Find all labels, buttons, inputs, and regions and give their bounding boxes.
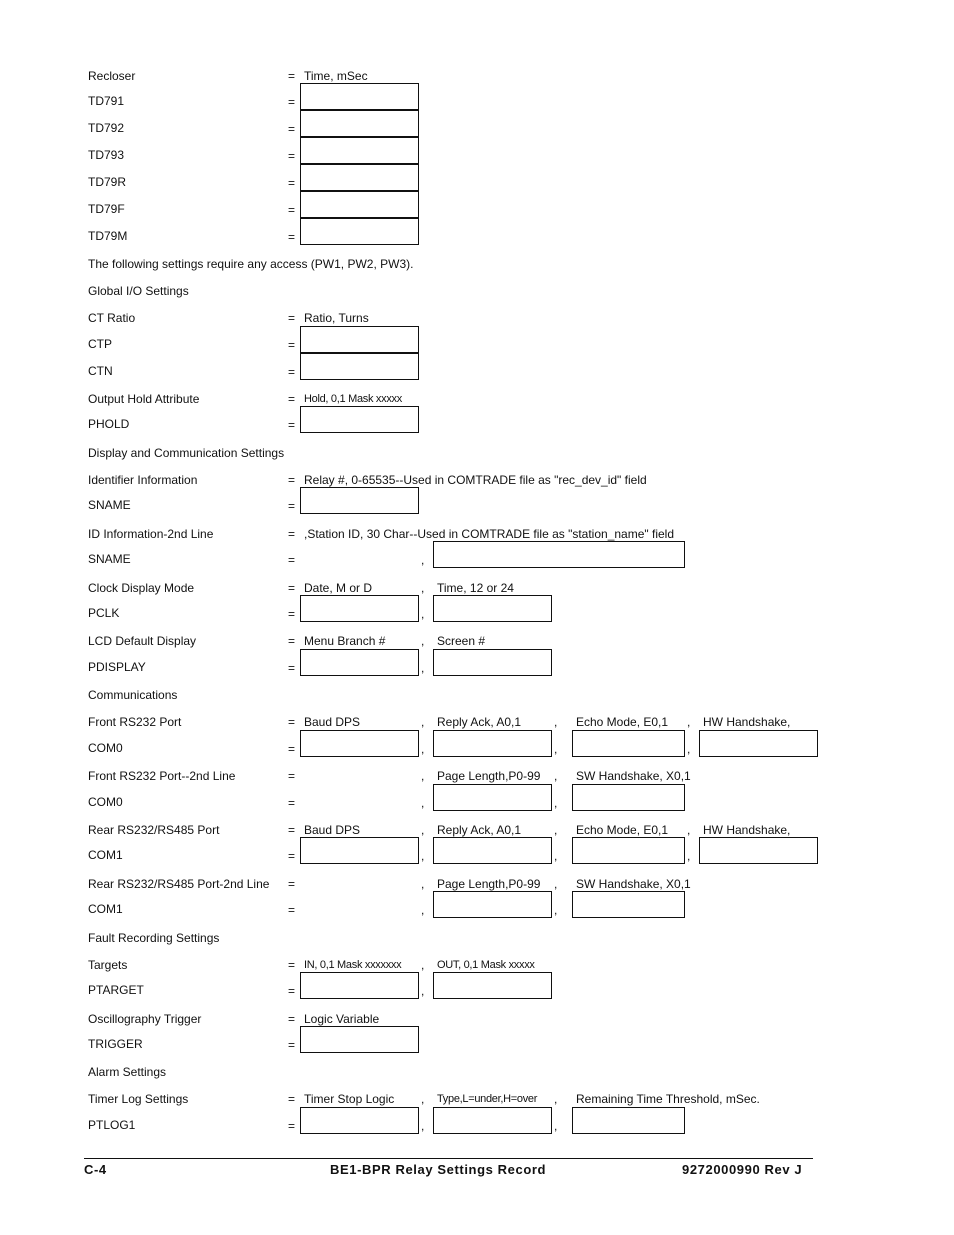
comma-separator: , — [421, 769, 425, 783]
equals-sign: = — [288, 742, 296, 756]
equals-sign: = — [288, 715, 296, 729]
pdisplay-screen-field[interactable] — [433, 649, 552, 676]
sw-handshake-caption: SW Handshake, X0,1 — [576, 877, 691, 891]
comma-separator: , — [554, 796, 558, 810]
td791-label: TD791 — [88, 94, 125, 108]
equals-sign: = — [288, 230, 296, 244]
timer-log-label: Timer Log Settings — [88, 1092, 189, 1106]
id-info-2nd-line-caption: ,Station ID, 30 Char--Used in COMTRADE file as "station_name" field — [304, 527, 674, 541]
sname-2nd-label: SNAME — [88, 552, 131, 566]
ptarget-label: PTARGET — [88, 983, 144, 997]
equals-sign: = — [288, 849, 296, 863]
comma-separator: , — [554, 849, 558, 863]
in-mask-caption: IN, 0,1 Mask xxxxxxx — [304, 959, 402, 971]
equals-sign: = — [288, 122, 296, 136]
com1-echo-field[interactable] — [572, 837, 685, 864]
equals-sign: = — [288, 661, 296, 675]
ptarget-in-field[interactable] — [300, 972, 419, 999]
equals-sign: = — [288, 877, 296, 891]
document-title: BE1-BPR Relay Settings Record — [330, 1162, 547, 1177]
equals-sign: = — [288, 958, 296, 972]
comma-separator: , — [554, 1092, 558, 1106]
comma-separator: , — [421, 984, 425, 998]
access-note: The following settings require any access (PW1, PW2, PW3). — [88, 257, 414, 271]
com0-label: COM0 — [88, 741, 123, 755]
equals-sign: = — [288, 607, 296, 621]
equals-sign: = — [288, 581, 296, 595]
pclk-time-field[interactable] — [433, 595, 552, 622]
phold-label: PHOLD — [88, 417, 130, 431]
comma-separator: , — [687, 742, 691, 756]
com0-hw-handshake-field[interactable] — [699, 730, 818, 757]
comma-separator: , — [554, 903, 558, 917]
targets-label: Targets — [88, 958, 128, 972]
front-rs232-label: Front RS232 Port — [88, 715, 182, 729]
com1-label: COM1 — [88, 848, 123, 862]
out-mask-caption: OUT, 0,1 Mask xxxxx — [437, 959, 535, 971]
td792-field[interactable] — [300, 110, 419, 137]
document-number: 9272000990 Rev J — [682, 1162, 803, 1177]
comma-separator: , — [554, 715, 558, 729]
comma-separator: , — [421, 849, 425, 863]
equals-sign: = — [288, 1119, 296, 1133]
pclk-date-field[interactable] — [300, 595, 419, 622]
global-io-title: Global I/O Settings — [88, 284, 189, 298]
equals-sign: = — [288, 903, 296, 917]
comma-separator: , — [554, 823, 558, 837]
output-hold-label: Output Hold Attribute — [88, 392, 200, 406]
td79r-field[interactable] — [300, 164, 419, 191]
comma-separator: , — [421, 742, 425, 756]
equals-sign: = — [288, 769, 296, 783]
com1-2nd-label: COM1 — [88, 902, 123, 916]
trigger-field[interactable] — [300, 1026, 419, 1053]
ctn-label: CTN — [88, 364, 113, 378]
display-comm-title: Display and Communication Settings — [88, 446, 285, 460]
com1-baud-field[interactable] — [300, 837, 419, 864]
lcd-default-label: LCD Default Display — [88, 634, 197, 648]
pclk-label: PCLK — [88, 606, 120, 620]
rear-rs232-label: Rear RS232/RS485 Port — [88, 823, 220, 837]
comma-separator: , — [687, 715, 691, 729]
com1-reply-ack-field[interactable] — [433, 837, 552, 864]
clock-display-label: Clock Display Mode — [88, 581, 195, 595]
comma-separator: , — [554, 769, 558, 783]
output-hold-caption: Hold, 0,1 Mask xxxxx — [304, 393, 402, 405]
fault-recording-title: Fault Recording Settings — [88, 931, 220, 945]
equals-sign: = — [288, 823, 296, 837]
td79f-label: TD79F — [88, 202, 125, 216]
ptlog1-label: PTLOG1 — [88, 1118, 136, 1132]
equals-sign: = — [288, 176, 296, 190]
com0-baud-field[interactable] — [300, 730, 419, 757]
page-number: C-4 — [84, 1162, 107, 1177]
page-length-caption: Page Length,P0-99 — [437, 769, 541, 783]
reply-ack-caption: Reply Ack, A0,1 — [437, 715, 522, 729]
threshold-caption: Remaining Time Threshold, mSec. — [576, 1092, 760, 1106]
sname-label: SNAME — [88, 498, 131, 512]
reply-ack-caption: Reply Ack, A0,1 — [437, 823, 522, 837]
equals-sign: = — [288, 338, 296, 352]
equals-sign: = — [288, 984, 296, 998]
station-id-field[interactable] — [433, 541, 685, 568]
comma-separator: , — [421, 958, 425, 972]
id-info-2nd-line-label: ID Information-2nd Line — [88, 527, 214, 541]
pdisplay-label: PDISPLAY — [88, 660, 146, 674]
trigger-label: TRIGGER — [88, 1037, 143, 1051]
ptlog1-type-field[interactable] — [433, 1107, 552, 1134]
com0-reply-ack-field[interactable] — [433, 730, 552, 757]
td791-field[interactable] — [300, 83, 419, 110]
menu-branch-caption: Menu Branch # — [304, 634, 386, 648]
equals-sign: = — [288, 311, 296, 325]
comma-separator: , — [421, 553, 425, 567]
equals-sign: = — [288, 1012, 296, 1026]
equals-sign: = — [288, 203, 296, 217]
recloser-label: Recloser — [88, 69, 136, 83]
equals-sign: = — [288, 1092, 296, 1106]
comma-separator: , — [554, 742, 558, 756]
comma-separator: , — [421, 661, 425, 675]
com0-echo-field[interactable] — [572, 730, 685, 757]
oscillography-label: Oscillography Trigger — [88, 1012, 202, 1026]
sname-field[interactable] — [300, 487, 419, 514]
ptlog1-threshold-field[interactable] — [572, 1107, 685, 1134]
phold-field[interactable] — [300, 406, 419, 433]
rear-rs232-2nd-label: Rear RS232/RS485 Port-2nd Line — [88, 877, 270, 891]
clock-time-caption: Time, 12 or 24 — [437, 581, 514, 595]
equals-sign: = — [288, 634, 296, 648]
equals-sign: = — [288, 1038, 296, 1052]
pdisplay-branch-field[interactable] — [300, 649, 419, 676]
comma-separator: , — [421, 1092, 425, 1106]
comma-separator: , — [687, 849, 691, 863]
sw-handshake-caption: SW Handshake, X0,1 — [576, 769, 691, 783]
ptlog1-stop-logic-field[interactable] — [300, 1107, 419, 1134]
equals-sign: = — [288, 365, 296, 379]
comma-separator: , — [421, 877, 425, 891]
td79r-label: TD79R — [88, 175, 127, 189]
com0-2nd-label: COM0 — [88, 795, 123, 809]
ct-ratio-caption: Ratio, Turns — [304, 311, 369, 325]
td793-field[interactable] — [300, 137, 419, 164]
com0-sw-handshake-field[interactable] — [572, 784, 685, 811]
td79m-label: TD79M — [88, 229, 128, 243]
logic-variable-caption: Logic Variable — [304, 1012, 380, 1026]
front-rs232-2nd-label: Front RS232 Port--2nd Line — [88, 769, 236, 783]
screen-caption: Screen # — [437, 634, 486, 648]
baud-caption: Baud DPS — [304, 823, 361, 837]
comma-separator: , — [687, 823, 691, 837]
comma-separator: , — [421, 634, 425, 648]
equals-sign: = — [288, 553, 296, 567]
ct-ratio-label: CT Ratio — [88, 311, 136, 325]
equals-sign: = — [288, 527, 296, 541]
comma-separator: , — [554, 877, 558, 891]
timer-stop-caption: Timer Stop Logic — [304, 1092, 395, 1106]
equals-sign: = — [288, 473, 296, 487]
td79m-field[interactable] — [300, 218, 419, 245]
baud-caption: Baud DPS — [304, 715, 361, 729]
clock-date-caption: Date, M or D — [304, 581, 373, 595]
equals-sign: = — [288, 796, 296, 810]
alarm-settings-title: Alarm Settings — [88, 1065, 167, 1079]
com1-sw-handshake-field[interactable] — [572, 891, 685, 918]
comma-separator: , — [421, 607, 425, 621]
echo-mode-caption: Echo Mode, E0,1 — [576, 715, 669, 729]
communications-title: Communications — [88, 688, 178, 702]
td79f-field[interactable] — [300, 191, 419, 218]
identifier-info-caption: Relay #, 0-65535--Used in COMTRADE file as "rec_dev_id" field — [304, 473, 647, 487]
comma-separator: , — [421, 823, 425, 837]
type-caption: Type,L=under,H=over — [437, 1093, 538, 1105]
equals-sign: = — [288, 95, 296, 109]
com1-page-length-field[interactable] — [433, 891, 552, 918]
echo-mode-caption: Echo Mode, E0,1 — [576, 823, 669, 837]
page-length-caption: Page Length,P0-99 — [437, 877, 541, 891]
ctn-field[interactable] — [300, 353, 419, 380]
equals-sign: = — [288, 149, 296, 163]
ctp-label: CTP — [88, 337, 112, 351]
comma-separator: , — [421, 903, 425, 917]
comma-separator: , — [421, 715, 425, 729]
ctp-field[interactable] — [300, 326, 419, 353]
comma-separator: , — [421, 796, 425, 810]
hw-handshake-caption: HW Handshake, — [703, 715, 791, 729]
com0-page-length-field[interactable] — [433, 784, 552, 811]
equals-sign: = — [288, 392, 296, 406]
equals-sign: = — [288, 499, 296, 513]
ptarget-out-field[interactable] — [433, 972, 552, 999]
identifier-info-label: Identifier Information — [88, 473, 198, 487]
equals-sign: = — [288, 69, 296, 83]
recloser-caption: Time, mSec — [304, 69, 368, 83]
hw-handshake-caption: HW Handshake, — [703, 823, 791, 837]
footer-divider — [84, 1158, 813, 1159]
equals-sign: = — [288, 418, 296, 432]
comma-separator: , — [554, 1119, 558, 1133]
comma-separator: , — [421, 1119, 425, 1133]
td793-label: TD793 — [88, 148, 125, 162]
td792-label: TD792 — [88, 121, 125, 135]
comma-separator: , — [421, 581, 425, 595]
com1-hw-handshake-field[interactable] — [699, 837, 818, 864]
